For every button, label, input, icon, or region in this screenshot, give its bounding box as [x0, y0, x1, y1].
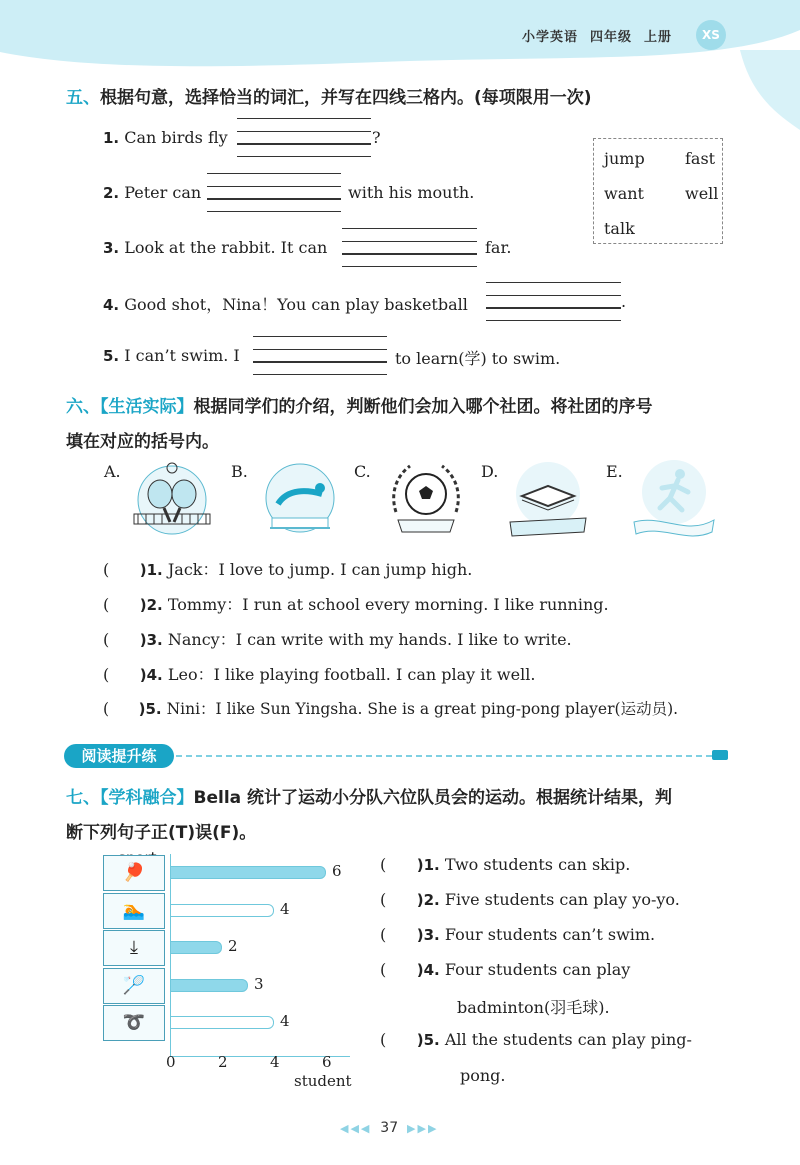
s5-q4-after: . — [621, 292, 627, 311]
x-tick-0: 0 — [166, 1053, 176, 1071]
dashed-divider — [176, 755, 712, 757]
section6-instruction-1: 根据同学们的介绍，判断他们会加入哪个社团。将社团的序号 — [193, 397, 653, 417]
bar-value-skipping: 2 — [228, 937, 238, 955]
sports-bar-chart — [100, 848, 370, 1093]
header-term: 上册 — [644, 30, 673, 45]
s5-q5: 5. I can’t swim. I — [103, 346, 240, 365]
s5-q3-after: far. — [485, 238, 512, 257]
s6-item-5: ( )5. Nini：I like Sun Yingsha. She is a great ping-pong player(运动员). — [103, 700, 679, 718]
pencil-icon — [712, 750, 728, 760]
x-tick-2: 2 — [218, 1053, 228, 1071]
bar-value-yo-yo: 4 — [280, 1012, 290, 1030]
option-e-label: E. — [606, 462, 623, 481]
swimmer-icon: 🏊 — [103, 893, 165, 929]
s7-item-4-cont: badminton(羽毛球). — [457, 998, 610, 1017]
page-number: 37 — [380, 1120, 399, 1136]
header-wave — [740, 50, 800, 130]
section5-title — [66, 83, 592, 108]
section7-instruction-1: Bella 统计了运动小分队六位队员会的运动。根据统计结果，判 — [193, 788, 673, 808]
option-c-label: C. — [354, 462, 371, 481]
section6-number: 六、 — [66, 397, 100, 417]
bar-ping-pong — [170, 866, 326, 879]
s6-item-1: ( )1. Jack：I love to jump. I can jump high. — [103, 560, 473, 579]
football-icon — [384, 458, 468, 542]
skipping-rope-icon: ⤓ — [103, 930, 165, 966]
footer-left-arrows: ◀◀◀ — [340, 1122, 372, 1135]
bar-value-swimming: 4 — [280, 899, 290, 918]
header-grade: 四年级 — [590, 30, 633, 45]
bar-value-ping-pong: 6 — [332, 862, 342, 880]
section6-title — [66, 392, 653, 417]
book-icon — [506, 458, 590, 542]
bar-badminton — [170, 979, 248, 992]
s6-item-4: ( )4. Leo：I like playing football. I can play it well. — [103, 665, 536, 684]
word-jump: jump — [604, 149, 645, 168]
header-info — [522, 26, 684, 45]
s6-item-3: ( )3. Nancy：I can write with my hands. I like to write. — [103, 630, 572, 649]
x-tick-4: 4 — [270, 1053, 280, 1071]
s5-q5-after: to learn(学) to swim. — [395, 349, 561, 368]
option-d-label: D. — [481, 462, 499, 481]
footer-right-arrows: ▶▶▶ — [407, 1122, 439, 1135]
x-tick-6: 6 — [322, 1053, 332, 1071]
s5-q2-after: with his mouth. — [348, 183, 475, 202]
section6-instruction-2: 填在对应的括号内。 — [66, 432, 219, 452]
bar-value-badminton: 3 — [254, 974, 264, 993]
s5-q1-after: ? — [372, 128, 381, 147]
s5-q2: 2. Peter can — [103, 183, 202, 202]
chart-x-label: student — [294, 1072, 352, 1090]
s7-item-3: ( )3. Four students can’t swim. — [380, 925, 656, 944]
s7-item-4: ( )4. Four students can play — [380, 960, 631, 979]
page-footer — [340, 1120, 438, 1136]
section7-number: 七、 — [66, 788, 100, 808]
word-box — [593, 138, 723, 244]
ping-pong-icon — [130, 458, 214, 542]
word-fast: fast — [685, 149, 716, 168]
word-want: want — [604, 184, 644, 203]
s5-q4: 4. Good shot，Nina！You can play basketball — [103, 295, 468, 314]
section7-title — [66, 783, 672, 808]
s7-item-2: ( )2. Five students can play yo-yo. — [380, 890, 680, 909]
bar-swimming — [170, 904, 274, 917]
xs-badge: XS — [696, 20, 726, 50]
bar-skipping — [170, 941, 222, 954]
s7-item-5-cont: pong. — [460, 1066, 506, 1085]
running-icon — [632, 458, 716, 542]
jump-icon — [258, 458, 342, 542]
section7-tag: 【学科融合】 — [100, 788, 194, 808]
bar-yo-yo — [170, 1016, 274, 1029]
word-talk: talk — [604, 219, 635, 238]
reading-section-banner: 阅读提升练 — [64, 744, 174, 768]
s6-item-2: ( )2. Tommy：I run at school every morning. I like running. — [103, 595, 609, 614]
section7-instruction-2: 断下列句子正(T)误(F)。 — [66, 823, 257, 843]
section6-tag: 【生活实际】 — [100, 397, 194, 417]
section5-instruction: 根据句意，选择恰当的词汇，并写在四线三格内。(每项限用一次) — [100, 88, 592, 108]
option-b-label: B. — [231, 462, 248, 481]
section5-number: 五、 — [66, 88, 100, 108]
s5-q1: 1. Can birds fly — [103, 128, 228, 147]
badminton-player-icon: 🏸 — [103, 968, 165, 1004]
option-a-label: A. — [104, 462, 121, 481]
yo-yo-icon: ➰ — [103, 1005, 165, 1041]
s7-item-1: ( )1. Two students can skip. — [380, 855, 631, 874]
s5-q3: 3. Look at the rabbit. It can — [103, 238, 328, 257]
header-subject: 小学英语 — [522, 30, 579, 45]
word-well: well — [685, 184, 719, 203]
s7-item-5: ( )5. All the students can play ping- — [380, 1030, 692, 1049]
ping-pong-player-icon: 🏓 — [103, 855, 165, 891]
